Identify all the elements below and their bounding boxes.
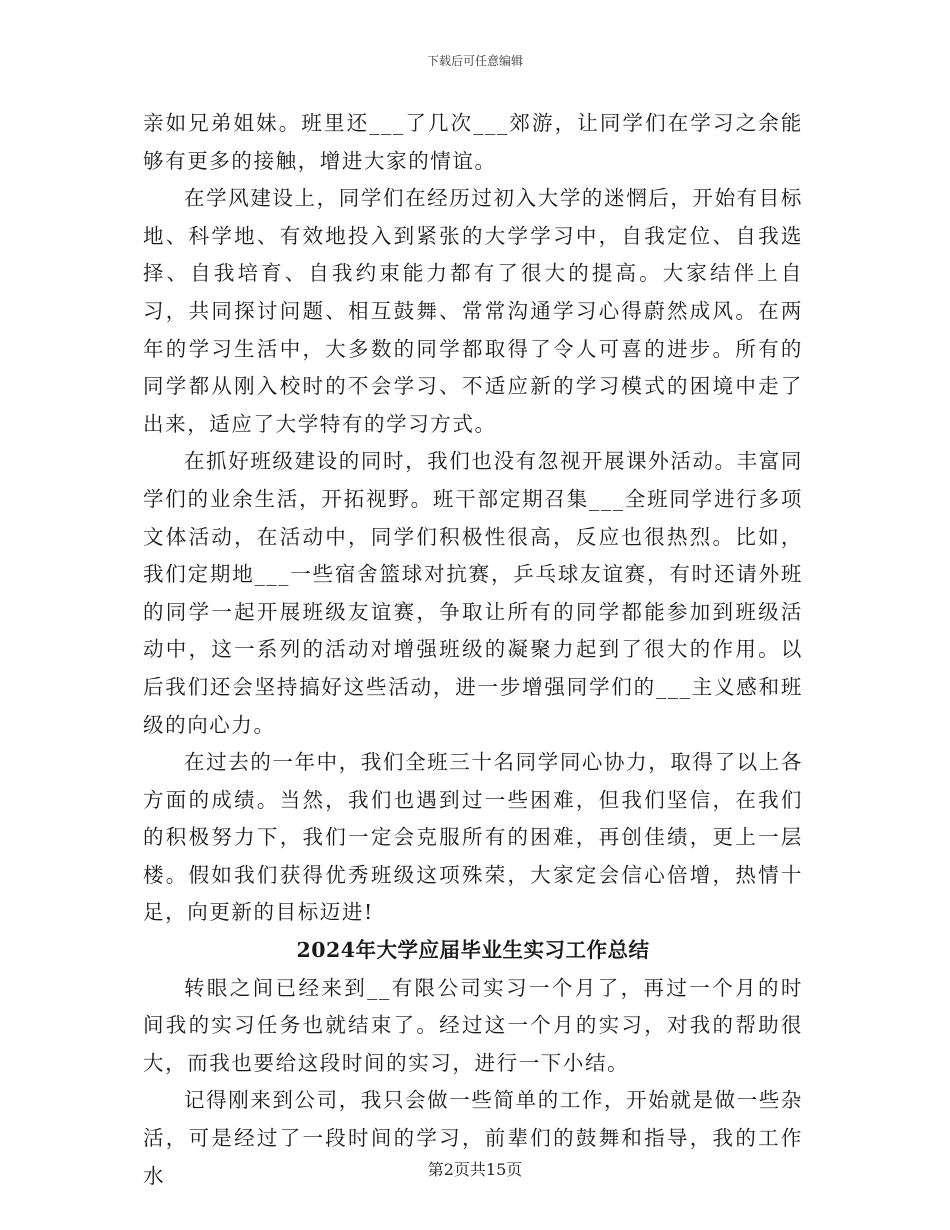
page-number: 第2页共15页 bbox=[427, 1160, 523, 1179]
document-body bbox=[143, 105, 803, 1195]
paragraph-internship-intro: 转眼之间已经来到__有限公司实习一个月了，再过一个月的时间我的实习任务也就结束了。经过这一个月的实习，对我的帮助很大，而我也要给这段时间的实习，进行一下小结。 bbox=[143, 975, 803, 1075]
section-title: 2024年大学应届毕业生实习工作总结 bbox=[296, 938, 650, 963]
paragraph-conclusion: 在过去的一年中，我们全班三十名同学同心协力，取得了以上各方面的成绩。当然，我们也遇到过一些困难，但我们坚信，在我们的积极努力下，我们一定会克服所有的困难，再创佳绩，更上一层楼。假如我们获得优秀班级这项殊荣，大家定会信心倍增，热情十足，向更新的目标迈进! bbox=[143, 750, 803, 925]
paragraph-continuation: 亲如兄弟姐妹。班里还___了几次___郊游，让同学们在学习之余能够有更多的接触，增进大家的情谊。 bbox=[143, 111, 803, 173]
paragraph-internship-work: 记得刚来到公司，我只会做一些简单的工作，开始就是做一些杂活，可是经过了一段时间的学习，前辈们的鼓舞和指导，我的工作水 bbox=[143, 1088, 803, 1188]
paragraph-study-style: 在学风建设上，同学们在经历过初入大学的迷惘后，开始有目标地、科学地、有效地投入到紧张的大学学习中，自我定位、自我选择、自我培育、自我约束能力都有了很大的提高。大家结伴上自习，共同探讨问题、相互鼓舞、常常沟通学习心得蔚然成风。在两年的学习生活中，大多数的同学都取得了令人可喜的进步。所有的同学都从刚入校时的不会学习、不适应新的学习模式的困境中走了出来，适应了大学特有的学习方式。 bbox=[143, 186, 803, 436]
paragraph-activities: 在抓好班级建设的同时，我们也没有忽视开展课外活动。丰富同学们的业余生活，开拓视野。班干部定期召集___全班同学进行多项文体活动，在活动中，同学们积极性很高，反应也很热烈。比如，我们定期地___一些宿舍篮球对抗赛，乒乓球友谊赛，有时还请外班的同学一起开展班级友谊赛，争取让所有的同学都能参加到班级活动中，这一系列的活动对增强班级的凝聚力起到了很大的作用。以后我们还会坚持搞好这些活动，进一步增强同学们的___主义感和班级的向心力。 bbox=[143, 449, 803, 737]
header-note: 下载后可任意编辑 bbox=[426, 54, 523, 68]
